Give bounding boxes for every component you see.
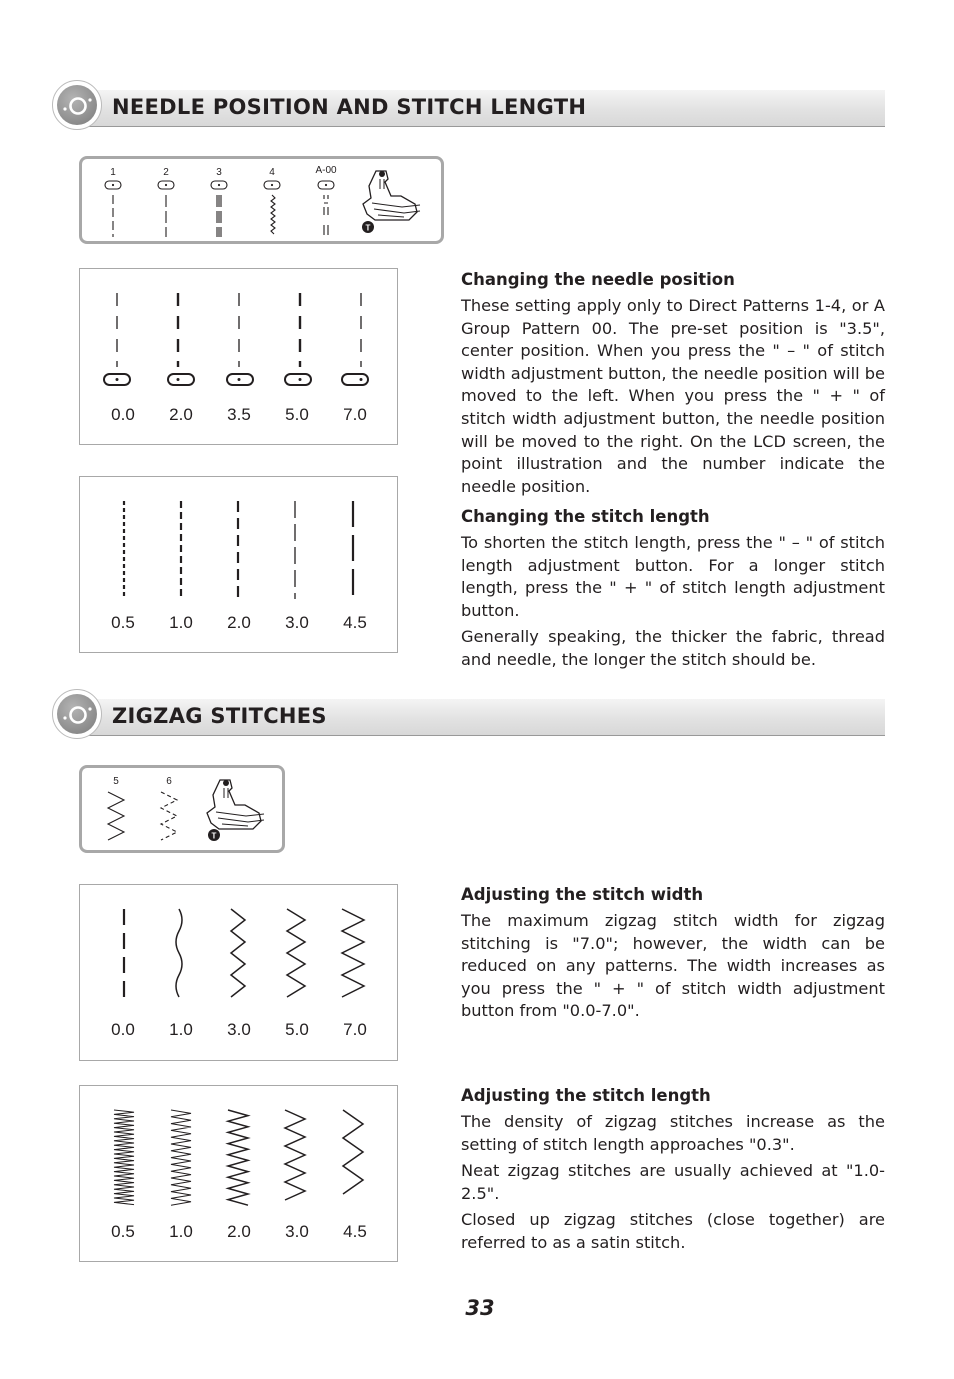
paragraph: Generally speaking, the thicker the fabric, thread and needle, the longer the stitch should be.	[461, 627, 885, 669]
presser-foot-icon	[207, 780, 264, 829]
value-label: 0.0	[111, 405, 135, 424]
value-label: 7.0	[343, 1020, 367, 1039]
paragraph: These setting apply only to Direct Patterns 1-4, or A Group Pattern 00. The pre-set position is "3.5", center position. When you press the " – " of stitch width adjustment button, the needle position will be moved to the left. When you press the " + " of stitch width adjustment button, the needle position will be moved to the right. On the LCD screen, the point illustration and the number indicate the needle position.	[461, 296, 885, 496]
zigzag-width-diagram	[79, 884, 398, 1061]
section-header-zigzag	[52, 689, 885, 741]
zigzag-length-text	[461, 1085, 885, 1259]
page-number: 33	[465, 1296, 495, 1320]
stitch-length-diagram	[79, 476, 398, 653]
foot-badge-label: T	[211, 831, 217, 841]
subsection-heading: Adjusting the stitch width	[461, 885, 704, 904]
paragraph: Neat zigzag stitches are usually achieved at "1.0-2.5".	[461, 1161, 885, 1203]
zigzag-stitch-line	[171, 1110, 191, 1205]
zigzag-length-diagram	[79, 1085, 398, 1262]
value-label: 7.0	[343, 405, 367, 424]
zigzag-stitch-line	[343, 1110, 363, 1194]
value-label: 4.5	[343, 613, 367, 632]
needle-position-diagram	[79, 268, 398, 445]
value-label: 5.0	[285, 405, 309, 424]
value-label: 3.0	[285, 1222, 309, 1241]
value-label: 2.0	[227, 613, 251, 632]
stitch-circle-icon	[57, 694, 97, 734]
pattern-selector-box-1	[79, 156, 444, 244]
pattern-label: 4	[269, 167, 275, 178]
value-label: 0.5	[111, 1222, 135, 1241]
paragraph: To shorten the stitch length, press the " – " of stitch length adjustment button. For a longer stitch length, press the " + " of stitch length adjustment button.	[461, 533, 885, 620]
value-label: 1.0	[169, 613, 193, 632]
zigzag-stitch-line	[285, 1110, 305, 1200]
zigzag-width-values	[94, 1020, 384, 1040]
zigzag-stitch-line	[228, 1110, 248, 1205]
section-title: NEEDLE POSITION AND STITCH LENGTH	[112, 95, 587, 119]
presser-foot-icon	[363, 171, 420, 220]
pattern-label: 1	[110, 167, 116, 178]
pattern-label: 3	[216, 167, 222, 178]
section-icon	[52, 80, 102, 130]
stitch-length-text	[461, 506, 885, 676]
value-label: 3.5	[227, 405, 251, 424]
subsection-heading: Changing the stitch length	[461, 507, 710, 526]
value-label: 0.5	[111, 613, 135, 632]
section-header-needle-position	[52, 80, 885, 132]
zigzag-length-values	[94, 1222, 384, 1242]
needle-position-text	[461, 269, 885, 502]
value-label: 3.0	[227, 1020, 251, 1039]
pattern-label: 5	[113, 776, 119, 787]
value-label: 5.0	[285, 1020, 309, 1039]
stitch-circle-icon	[57, 85, 97, 125]
section-title: ZIGZAG STITCHES	[112, 704, 327, 728]
value-label: 1.0	[169, 1020, 193, 1039]
zigzag-width-text	[461, 884, 885, 1027]
pattern-label: A-00	[315, 165, 337, 176]
foot-badge-label: T	[365, 223, 371, 233]
stitch-length-values	[94, 613, 384, 633]
zigzag-stitch-line	[114, 1110, 134, 1205]
pattern-label: 6	[166, 776, 172, 787]
paragraph: The density of zigzag stitches increase as the setting of stitch length approaches "0.3".	[461, 1112, 885, 1154]
subsection-heading: Changing the needle position	[461, 270, 735, 289]
paragraph: Closed up zigzag stitches (close together) are referred to as a satin stitch.	[461, 1210, 885, 1252]
subsection-heading: Adjusting the stitch length	[461, 1086, 711, 1105]
value-label: 2.0	[227, 1222, 251, 1241]
value-label: 1.0	[169, 1222, 193, 1241]
value-label: 2.0	[169, 405, 193, 424]
section-icon	[52, 689, 102, 739]
value-label: 3.0	[285, 613, 309, 632]
pattern-label: 2	[163, 167, 169, 178]
pattern-selector-box-2	[79, 765, 285, 853]
value-label: 4.5	[343, 1222, 367, 1241]
paragraph: The maximum zigzag stitch width for zigzag stitching is "7.0"; however, the width can be reduced on any patterns. The width increases as you press the " + " of stitch width adjustment button from "0.0-7.0".	[461, 911, 885, 1021]
needle-position-values	[94, 405, 384, 425]
value-label: 0.0	[111, 1020, 135, 1039]
